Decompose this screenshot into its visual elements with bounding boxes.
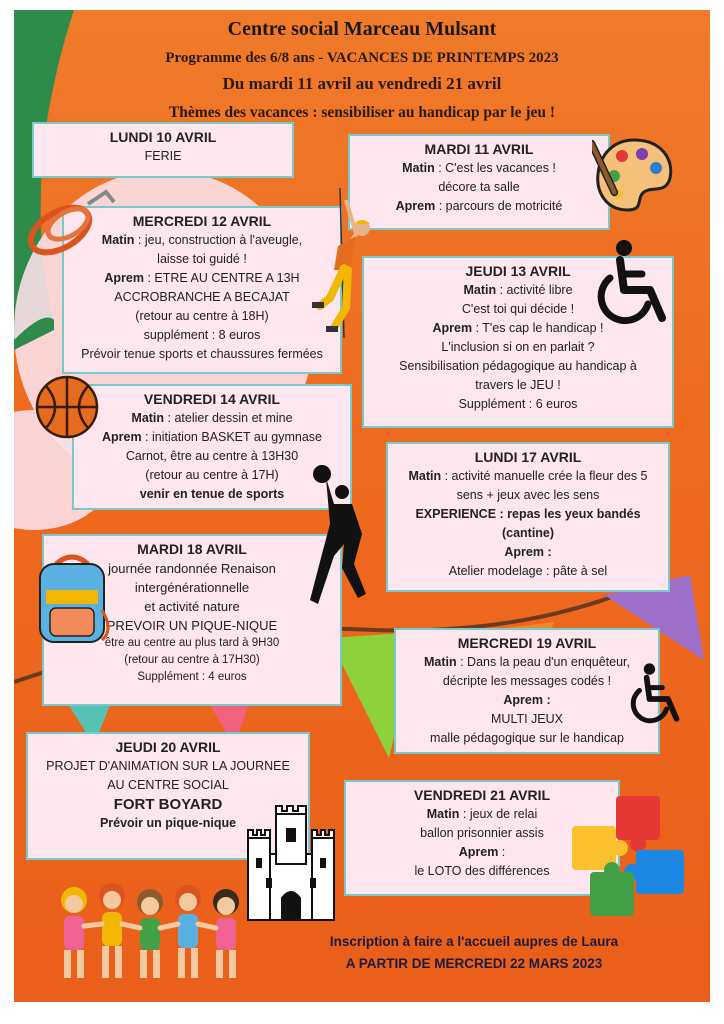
card-line: MULTI JEUX [491,712,563,726]
puzzle-icon [566,788,700,922]
card-line: Matin : Dans la peau d'un enquêteur, [424,655,630,669]
card-line: (retour au centre à 18H) [135,309,269,323]
rope-icon [18,182,118,268]
card-title: JEUDI 13 AVRIL [465,263,571,279]
basketball-player-icon [304,464,384,614]
card-line: FORT BOYARD [113,796,223,813]
card-line: AU CENTRE SOCIAL [107,778,229,792]
card-line: Supplément : 4 euros [137,671,247,683]
card-line: ACCROBRANCHE A BECAJAT [114,290,290,304]
card-line: venir en tenue de sports [139,487,285,501]
card-mardi-11 [348,134,610,230]
card-line: (retour au centre à 17H30) [124,654,260,666]
card-title: JEUDI 20 AVRIL [115,739,221,755]
card-line: supplément : 8 euros [143,328,261,342]
page-dates: Du mardi 11 avril au vendredi 21 avril [222,74,502,93]
card-line: Aprem : initiation BASKET au gymnase [101,430,322,444]
climber-icon [300,188,384,338]
palette-icon [592,134,676,214]
wheelchair-icon [596,238,676,328]
page-subtitle: Programme des 6/8 ans - VACANCES DE PRINTEMPS 2023 [165,50,559,66]
card-line: sens + jeux avec les sens [456,488,600,502]
card-line: Aprem : parcours de motricité [395,199,563,213]
card-line: le LOTO des différences [414,864,550,878]
page-theme: Thèmes des vacances : sensibiliser au handicap par le jeu ! [168,104,556,121]
card-line: Supplément : 6 euros [458,397,578,411]
card-line: laisse toi guidé ! [157,252,247,266]
card-mercredi-19 [394,628,660,754]
footer-line-2: A PARTIR DE MERCREDI 22 MARS 2023 [345,956,603,971]
card-line: Matin : jeu, construction à l'aveugle, [101,233,303,247]
castle-icon [246,798,336,924]
card-line: Carnot, être au centre à 13H30 [125,449,299,463]
card-line: Aprem : [458,845,506,859]
card-line: Aprem : [504,545,552,559]
card-line: Matin : C'est les vacances ! [402,161,556,175]
card-line: Matin : atelier dessin et mine [131,411,293,425]
card-line: journée randonnée Renaison [108,561,276,576]
card-line: Sensibilisation pédagogique au handicap à [399,359,637,373]
card-line: C'est toi qui décide ! [461,302,575,316]
card-line: Prévoir tenue sports et chaussures fermées [81,347,323,361]
card-title: MERCREDI 12 AVRIL [132,213,272,229]
card-line: PREVOIR UN PIQUE-NIQUE [106,618,278,633]
card-title: LUNDI 10 AVRIL [109,129,217,145]
card-line: FERIE [144,149,182,163]
card-line: décore ta salle [438,180,520,194]
wheelchair-icon [628,662,688,726]
card-line: PROJET D'ANIMATION SUR LA JOURNEE [46,759,290,773]
basketball-icon [34,374,100,440]
card-line: Prévoir un pique-nique [99,816,237,830]
poster [14,10,710,1002]
card-line: (retour au centre à 17H) [145,468,279,482]
card-lundi-10 [32,122,294,178]
card-line: travers le JEU ! [475,378,561,392]
card-title: VENDREDI 21 AVRIL [413,787,551,803]
card-title: VENDREDI 14 AVRIL [143,391,281,407]
card-line: et activité nature [144,599,240,614]
card-line: être au centre au plus tard à 9H30 [104,637,280,649]
card-line: Matin : activité libre [463,283,573,297]
card-line: Matin : activité manuelle crée la fleur des 5 [408,469,648,483]
backpack-icon [32,550,112,646]
card-line: Atelier modelage : pâte à sel [448,564,608,578]
card-line: intergénérationnelle [134,580,250,595]
children-icon [50,878,250,990]
card-title: MERCREDI 19 AVRIL [457,635,597,651]
card-line: L'inclusion si on en parlait ? [441,340,595,354]
card-line: Aprem : T'es cap le handicap ! [432,321,604,335]
card-lundi-17 [386,442,670,592]
card-line: ballon prisonnier assis [420,826,544,840]
card-line: Matin : jeux de relai [426,807,538,821]
card-title: MARDI 18 AVRIL [137,541,247,557]
card-line: EXPERIENCE : repas les yeux bandés [415,507,641,521]
page-title: Centre social Marceau Mulsant [227,18,497,40]
card-line: Aprem : [503,693,551,707]
card-line: Aprem : ETRE AU CENTRE A 13H [104,271,300,285]
card-line: décripte les messages codés ! [442,674,612,688]
card-line: malle pédagogique sur le handicap [430,731,624,745]
card-title: MARDI 11 AVRIL [424,141,534,157]
card-title: LUNDI 17 AVRIL [474,449,582,465]
card-line: (cantine) [501,526,555,540]
footer-line-1: Inscription à faire a l'accueil aupres de Laura [329,934,619,949]
